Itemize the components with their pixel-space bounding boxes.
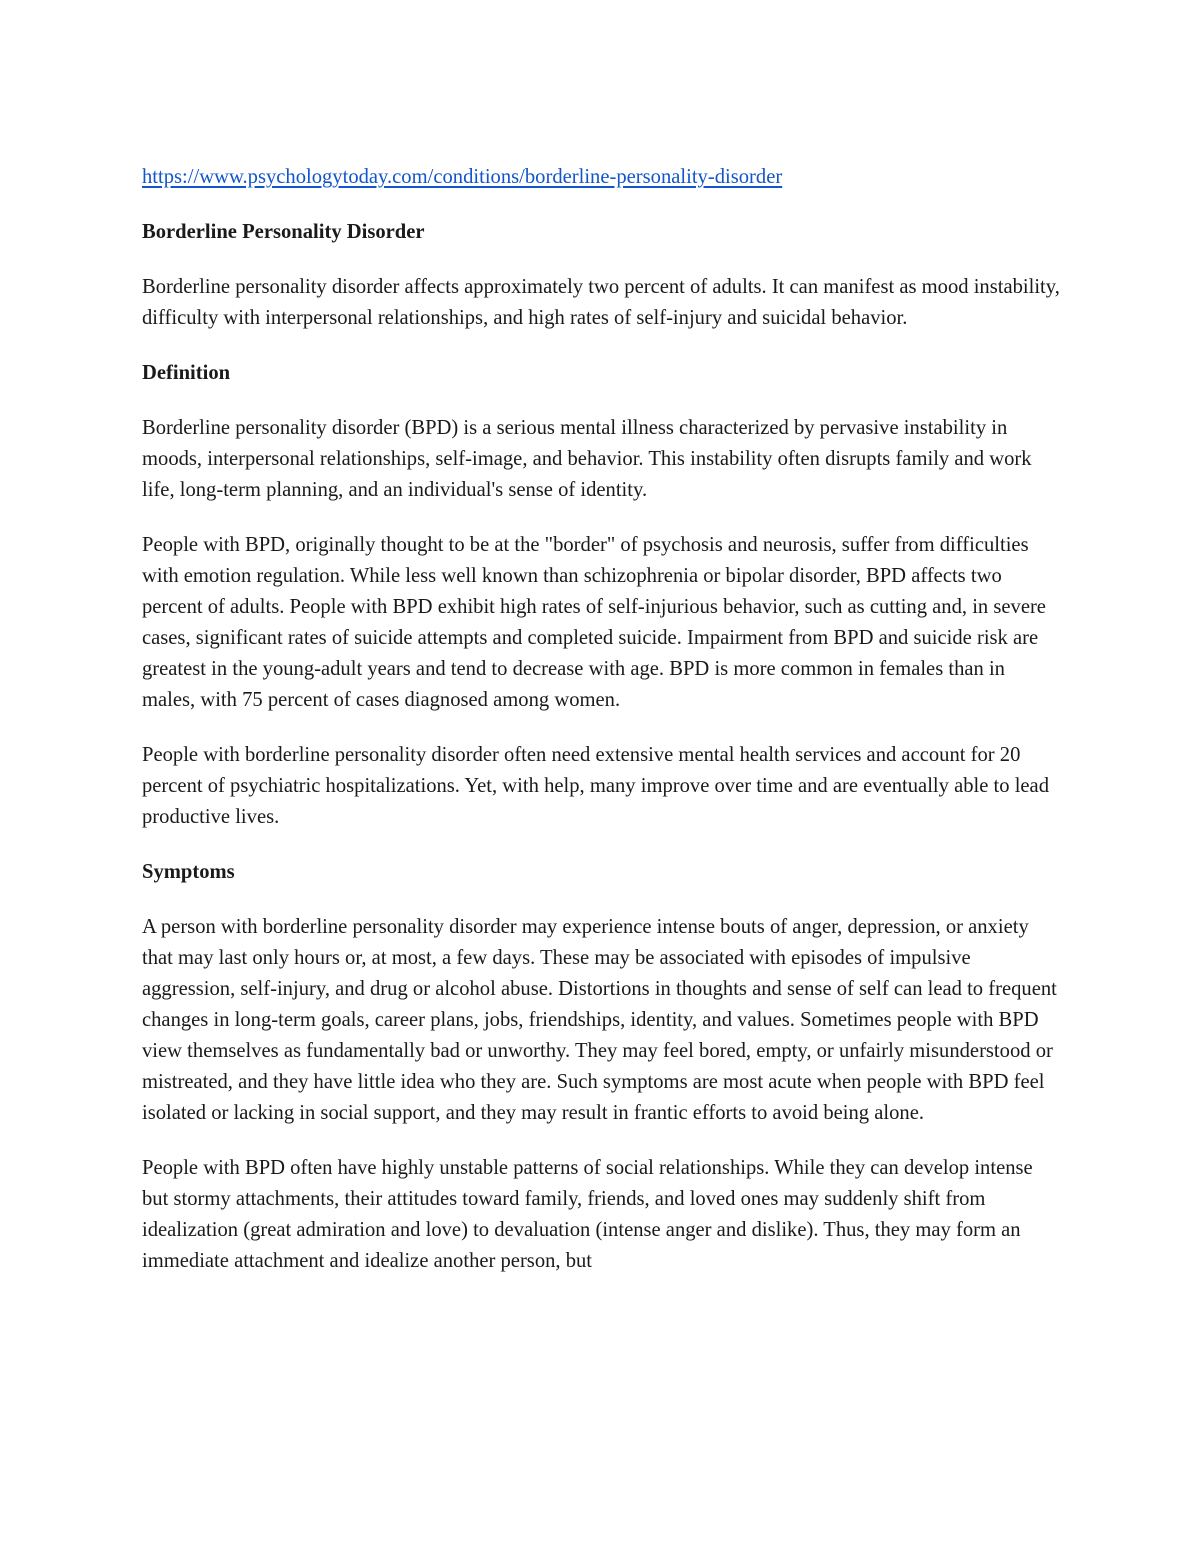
symptoms-paragraph: A person with borderline personality disorder may experience intense bouts of anger, depression, or anxiety that may last only hours or, at most, a few days. These may be associated with episodes of impulsive aggression, self-injury, and drug or alcohol abuse. Distortions in thoughts and sense of self can lead to frequent changes in long-term goals, career plans, jobs, friendships, identity, and values. Sometimes people with BPD view themselves as fundamentally bad or unworthy. They may feel bored, empty, or unfairly misunderstood or mistreated, and they have little idea who they are. Such symptoms are most acute when people with BPD feel isolated or lacking in social support, and they may result in frantic efforts to avoid being alone. [142, 916, 1057, 1124]
symptoms-heading: Symptoms [142, 861, 235, 883]
definition-paragraph: Borderline personality disorder (BPD) is a serious mental illness characterized by pervasive instability in moods, interpersonal relationships, self-image, and behavior. This instability often disrupts family and work life, long-term planning, and an individual's sense of identity. [142, 417, 1032, 501]
symptoms-paragraph: People with BPD often have highly unstable patterns of social relationships. While they can develop intense but stormy attachments, their attitudes toward family, friends, and loved ones may suddenly shift from idealization (great admiration and love) to devaluation (intense anger and dislike). Thus, they may form an immediate attachment and idealize another person, but [142, 1157, 1033, 1272]
definition-heading: Definition [142, 362, 231, 384]
document-page [142, 162, 1062, 1301]
document-title: Borderline Personality Disorder [142, 221, 425, 243]
definition-paragraph: People with BPD, originally thought to be at the "border" of psychosis and neurosis, suffer from difficulties with emotion regulation. While less well known than schizophrenia or bipolar disorder, BPD affects two percent of adults. People with BPD exhibit high rates of self-injurious behavior, such as cutting and, in severe cases, significant rates of suicide attempts and completed suicide. Impairment from BPD and suicide risk are greatest in the young-adult years and tend to decrease with age. BPD is more common in females than in males, with 75 percent of cases diagnosed among women. [142, 534, 1046, 711]
definition-paragraph: People with borderline personality disorder often need extensive mental health services and account for 20 percent of psychiatric hospitalizations. Yet, with help, many improve over time and are eventually able to lead productive lives. [142, 744, 1049, 828]
intro-paragraph: Borderline personality disorder affects approximately two percent of adults. It can manifest as mood instability, difficulty with interpersonal relationships, and high rates of self-injury and suicidal behavior. [142, 276, 1060, 329]
source-link[interactable]: https://www.psychologytoday.com/conditions/borderline-personality-disorder [142, 166, 783, 188]
